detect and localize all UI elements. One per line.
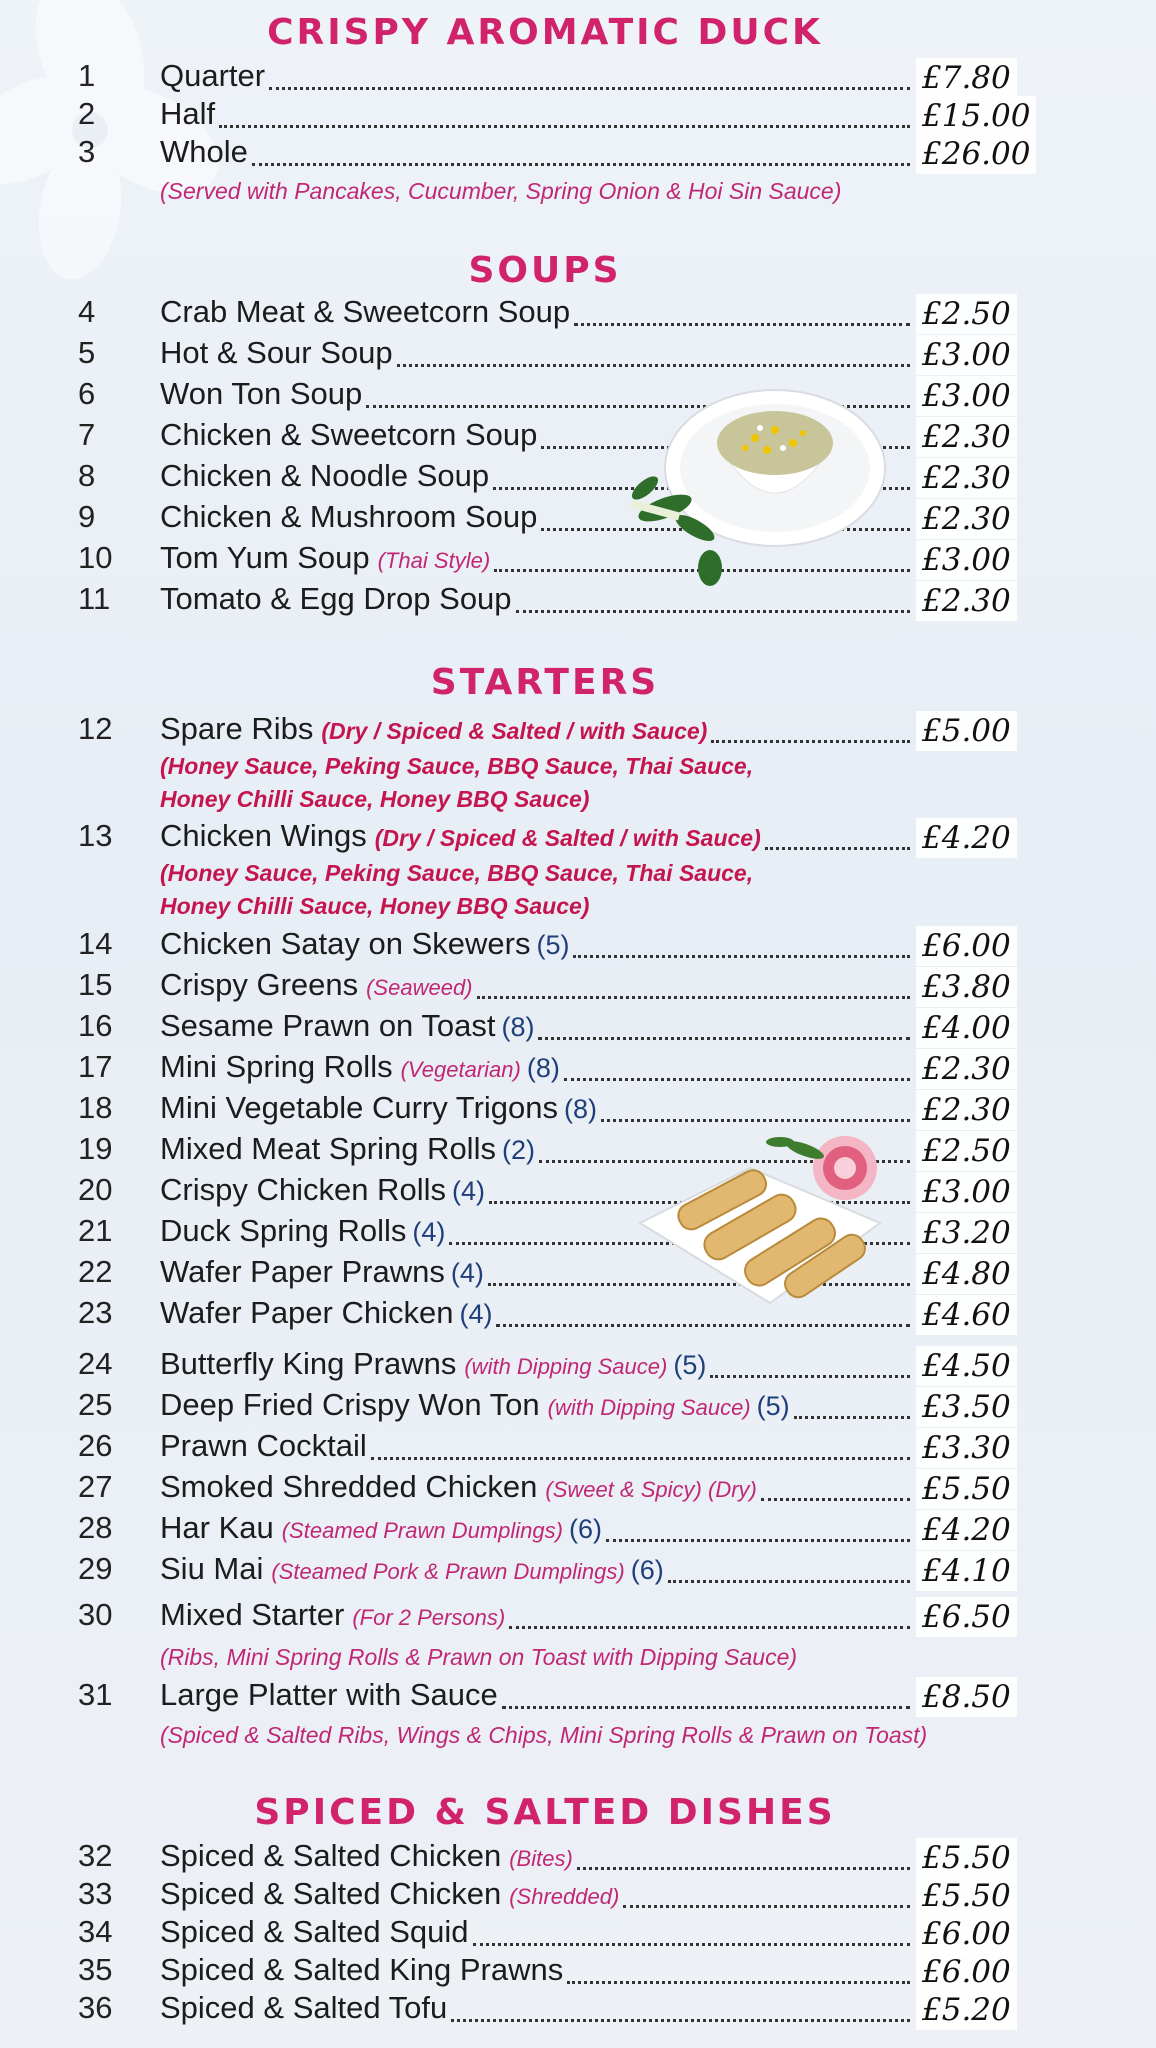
item-price: £2.30 — [916, 1049, 1017, 1089]
menu-item — [0, 540, 1156, 580]
menu-item — [0, 818, 1156, 858]
item-number: 18 — [78, 1090, 113, 1125]
item-number: 4 — [78, 294, 96, 329]
item-number: 34 — [78, 1914, 113, 1949]
item-quantity: (5) — [673, 1350, 707, 1380]
item-description: (Steamed Pork & Prawn Dumplings) — [271, 1559, 625, 1584]
item-name: Chicken Wings — [160, 818, 367, 853]
item-description: (For 2 Persons) — [352, 1605, 506, 1630]
soup-bowl-image — [620, 388, 890, 588]
item-number: 32 — [78, 1838, 113, 1873]
item-name: Spiced & Salted Tofu — [160, 1990, 448, 2025]
dot-leader — [710, 1375, 910, 1378]
item-sauce-options: (Honey Sauce, Peking Sauce, BBQ Sauce, Thai Sauce, — [160, 753, 754, 779]
item-name: Har Kau — [160, 1510, 274, 1545]
item-number: 8 — [78, 458, 96, 493]
dot-leader — [794, 1416, 910, 1419]
item-quantity: (2) — [501, 1135, 535, 1165]
item-name: Half — [160, 96, 216, 131]
item-price: £6.00 — [916, 1952, 1017, 1992]
item-name: Chicken & Sweetcorn Soup — [160, 417, 538, 452]
item-price: £2.50 — [916, 1131, 1017, 1171]
item-number: 12 — [78, 711, 113, 746]
item-number: 30 — [78, 1597, 113, 1632]
item-quantity: (5) — [536, 930, 570, 960]
item-quantity: (4) — [459, 1299, 493, 1329]
menu-item — [0, 1914, 1156, 1954]
item-price: £7.80 — [916, 58, 1017, 98]
item-description: (Thai Style) — [377, 548, 491, 573]
item-name: Spare Ribs — [160, 711, 314, 746]
item-sauce-options: (Honey Sauce, Peking Sauce, BBQ Sauce, Thai Sauce, — [160, 860, 754, 886]
item-price: £3.00 — [916, 1172, 1017, 1212]
item-price: £2.30 — [916, 1090, 1017, 1130]
item-description: (Seaweed) — [366, 975, 473, 1000]
item-price: £4.20 — [916, 818, 1017, 858]
item-name: Won Ton Soup — [160, 376, 363, 411]
menu-item — [0, 1469, 1156, 1509]
item-price: £2.30 — [916, 581, 1017, 621]
dot-leader — [219, 125, 910, 128]
item-price: £3.00 — [916, 335, 1017, 375]
item-description: (Dry / Spiced & Salted / with Sauce) — [374, 825, 761, 851]
dot-leader — [606, 1539, 910, 1542]
menu-item — [0, 1551, 1156, 1591]
item-price: £3.00 — [916, 376, 1017, 416]
item-number: 26 — [78, 1428, 113, 1463]
item-name: Spiced & Salted Chicken — [160, 1876, 502, 1911]
item-description: (Dry / Spiced & Salted / with Sauce) — [321, 718, 708, 744]
spring-rolls-plate-image — [620, 1128, 890, 1328]
dot-leader — [564, 1078, 910, 1081]
dot-leader — [574, 323, 910, 326]
item-description: (Steamed Prawn Dumplings) — [281, 1518, 563, 1543]
section-title: STARTERS — [430, 662, 660, 703]
item-quantity: (5) — [756, 1391, 790, 1421]
item-number: 17 — [78, 1049, 113, 1084]
item-price: £6.00 — [916, 926, 1017, 966]
item-name: Mixed Starter — [160, 1597, 345, 1632]
item-name: Chicken & Mushroom Soup — [160, 499, 538, 534]
menu-item — [0, 1049, 1156, 1089]
menu-item — [0, 458, 1156, 498]
item-name: Deep Fried Crispy Won Ton — [160, 1387, 540, 1422]
item-price: £2.50 — [916, 294, 1017, 334]
menu-item — [0, 1990, 1156, 2030]
menu-item — [0, 1346, 1156, 1386]
menu-item — [0, 1838, 1156, 1878]
item-name: Wafer Paper Chicken — [160, 1295, 454, 1330]
item-contents-note: (Spiced & Salted Ribs, Wings & Chips, Mini Spring Rolls & Prawn on Toast) — [160, 1722, 928, 1748]
item-price: £6.00 — [916, 1914, 1017, 1954]
item-price: £3.80 — [916, 967, 1017, 1007]
item-name: Chicken & Noodle Soup — [160, 458, 490, 493]
item-price: £6.50 — [916, 1597, 1017, 1637]
item-quantity: (6) — [568, 1514, 602, 1544]
dot-leader — [765, 847, 910, 850]
dot-leader — [573, 955, 910, 958]
item-contents-note: (Ribs, Mini Spring Rolls & Prawn on Toast with Dipping Sauce) — [160, 1644, 798, 1670]
menu-item — [0, 711, 1156, 751]
item-name: Mini Spring Rolls — [160, 1049, 393, 1084]
item-price: £4.00 — [916, 1008, 1017, 1048]
item-name: Tom Yum Soup — [160, 540, 370, 575]
item-number: 2 — [78, 96, 96, 131]
menu-item — [0, 1090, 1156, 1130]
dot-leader — [623, 1905, 910, 1908]
section-title: SOUPS — [468, 250, 622, 291]
item-quantity: (8) — [564, 1094, 598, 1124]
item-number: 20 — [78, 1172, 113, 1207]
item-name: Spiced & Salted Chicken — [160, 1838, 502, 1873]
menu-item — [0, 134, 1156, 174]
item-price: £2.30 — [916, 417, 1017, 457]
dot-leader — [477, 996, 911, 999]
item-price: £3.50 — [916, 1387, 1017, 1427]
menu-item — [0, 1597, 1156, 1637]
item-description: (Sweet & Spicy) (Dry) — [545, 1477, 757, 1502]
dot-leader — [538, 1037, 910, 1040]
dot-leader — [567, 1981, 910, 1984]
section-title: CRISPY AROMATIC DUCK — [267, 12, 823, 53]
item-number: 31 — [78, 1677, 113, 1712]
item-number: 13 — [78, 818, 113, 853]
item-quantity: (4) — [451, 1176, 485, 1206]
item-price: £5.20 — [916, 1990, 1017, 2030]
item-number: 19 — [78, 1131, 113, 1166]
menu-item — [0, 376, 1156, 416]
item-price: £3.30 — [916, 1428, 1017, 1468]
dot-leader — [473, 1943, 911, 1946]
item-name: Duck Spring Rolls — [160, 1213, 407, 1248]
menu-item — [0, 967, 1156, 1007]
item-price: £4.10 — [916, 1551, 1017, 1591]
item-name: Mini Vegetable Curry Trigons — [160, 1090, 559, 1125]
item-description: (Bites) — [509, 1846, 573, 1871]
menu-item — [0, 1387, 1156, 1427]
menu-item — [0, 417, 1156, 457]
item-number: 1 — [78, 58, 96, 93]
menu-item — [0, 1510, 1156, 1550]
item-name: Wafer Paper Prawns — [160, 1254, 445, 1289]
item-name: Siu Mai — [160, 1551, 264, 1586]
dot-leader — [371, 1457, 910, 1460]
item-number: 35 — [78, 1952, 113, 1987]
item-description: (with Dipping Sauce) — [464, 1354, 668, 1379]
item-number: 15 — [78, 967, 113, 1002]
item-name: Chicken Satay on Skewers — [160, 926, 531, 961]
item-number: 33 — [78, 1876, 113, 1911]
dot-leader — [577, 1867, 910, 1870]
item-price: £5.50 — [916, 1469, 1017, 1509]
menu-item — [0, 499, 1156, 539]
item-name: Smoked Shredded Chicken — [160, 1469, 538, 1504]
item-quantity: (6) — [630, 1555, 664, 1585]
item-name: Spiced & Salted Squid — [160, 1914, 469, 1949]
item-price: £15.00 — [916, 96, 1036, 136]
item-number: 28 — [78, 1510, 113, 1545]
dot-leader — [269, 87, 910, 90]
item-number: 24 — [78, 1346, 113, 1381]
item-number: 22 — [78, 1254, 113, 1289]
item-price: £4.60 — [916, 1295, 1017, 1335]
dot-leader — [711, 740, 910, 743]
dot-leader — [397, 364, 910, 367]
item-number: 25 — [78, 1387, 113, 1422]
item-number: 3 — [78, 134, 96, 169]
item-number: 27 — [78, 1469, 113, 1504]
item-quantity: (8) — [526, 1053, 560, 1083]
dot-leader — [516, 610, 910, 613]
dot-leader — [451, 2019, 910, 2022]
item-number: 10 — [78, 540, 113, 575]
item-price: £2.30 — [916, 499, 1017, 539]
item-quantity: (8) — [501, 1012, 535, 1042]
item-number: 11 — [78, 581, 111, 616]
item-name: Crispy Chicken Rolls — [160, 1172, 446, 1207]
menu-item — [0, 294, 1156, 334]
item-name: Quarter — [160, 58, 266, 93]
menu-item — [0, 1254, 1156, 1294]
menu-item — [0, 96, 1156, 136]
item-name: Mixed Meat Spring Rolls — [160, 1131, 496, 1166]
item-price: £4.80 — [916, 1254, 1017, 1294]
section-title: SPICED & SALTED DISHES — [254, 1792, 836, 1833]
item-price: £5.50 — [916, 1876, 1017, 1916]
item-name: Spiced & Salted King Prawns — [160, 1952, 564, 1987]
item-name: Crab Meat & Sweetcorn Soup — [160, 294, 571, 329]
item-name: Crispy Greens — [160, 967, 359, 1002]
item-number: 14 — [78, 926, 113, 961]
menu-item — [0, 926, 1156, 966]
item-number: 21 — [78, 1213, 113, 1248]
item-name: Hot & Sour Soup — [160, 335, 393, 370]
item-name: Whole — [160, 134, 248, 169]
item-price: £3.20 — [916, 1213, 1017, 1253]
item-description: (with Dipping Sauce) — [547, 1395, 751, 1420]
item-price: £4.50 — [916, 1346, 1017, 1386]
item-name: Sesame Prawn on Toast — [160, 1008, 496, 1043]
menu-item — [0, 1213, 1156, 1253]
item-sauce-options: Honey Chilli Sauce, Honey BBQ Sauce) — [160, 786, 590, 812]
dot-leader — [668, 1580, 910, 1583]
menu-item — [0, 1428, 1156, 1468]
item-number: 6 — [78, 376, 96, 411]
item-quantity: (4) — [450, 1258, 484, 1288]
item-name: Large Platter with Sauce — [160, 1677, 498, 1712]
dot-leader — [509, 1626, 910, 1629]
item-number: 7 — [78, 417, 96, 452]
item-number: 23 — [78, 1295, 113, 1330]
item-quantity: (4) — [412, 1217, 446, 1247]
dot-leader — [601, 1119, 910, 1122]
item-name: Prawn Cocktail — [160, 1428, 367, 1463]
item-price: £4.20 — [916, 1510, 1017, 1550]
menu-item — [0, 1677, 1156, 1717]
menu-item — [0, 335, 1156, 375]
item-number: 9 — [78, 499, 96, 534]
menu-item — [0, 1952, 1156, 1992]
item-name: Butterfly King Prawns — [160, 1346, 457, 1381]
menu-item — [0, 1876, 1156, 1916]
menu-item — [0, 1008, 1156, 1048]
item-price: £5.00 — [916, 711, 1017, 751]
item-sauce-options: Honey Chilli Sauce, Honey BBQ Sauce) — [160, 893, 590, 919]
menu-item — [0, 1131, 1156, 1171]
menu-item — [0, 581, 1156, 621]
item-price: £3.00 — [916, 540, 1017, 580]
item-price: £8.50 — [916, 1677, 1017, 1717]
item-number: 36 — [78, 1990, 113, 2025]
dot-leader — [502, 1706, 910, 1709]
item-price: £5.50 — [916, 1838, 1017, 1878]
section-note: (Served with Pancakes, Cucumber, Spring Onion & Hoi Sin Sauce) — [160, 178, 842, 204]
item-price: £26.00 — [916, 134, 1036, 174]
item-description: (Vegetarian) — [400, 1057, 521, 1082]
dot-leader — [761, 1498, 910, 1501]
menu-item — [0, 58, 1156, 98]
menu-item — [0, 1172, 1156, 1212]
item-number: 5 — [78, 335, 96, 370]
item-price: £2.30 — [916, 458, 1017, 498]
item-description: (Shredded) — [509, 1884, 620, 1909]
item-number: 29 — [78, 1551, 113, 1586]
menu-item — [0, 1295, 1156, 1335]
item-number: 16 — [78, 1008, 113, 1043]
item-name: Tomato & Egg Drop Soup — [160, 581, 512, 616]
dot-leader — [252, 163, 910, 166]
